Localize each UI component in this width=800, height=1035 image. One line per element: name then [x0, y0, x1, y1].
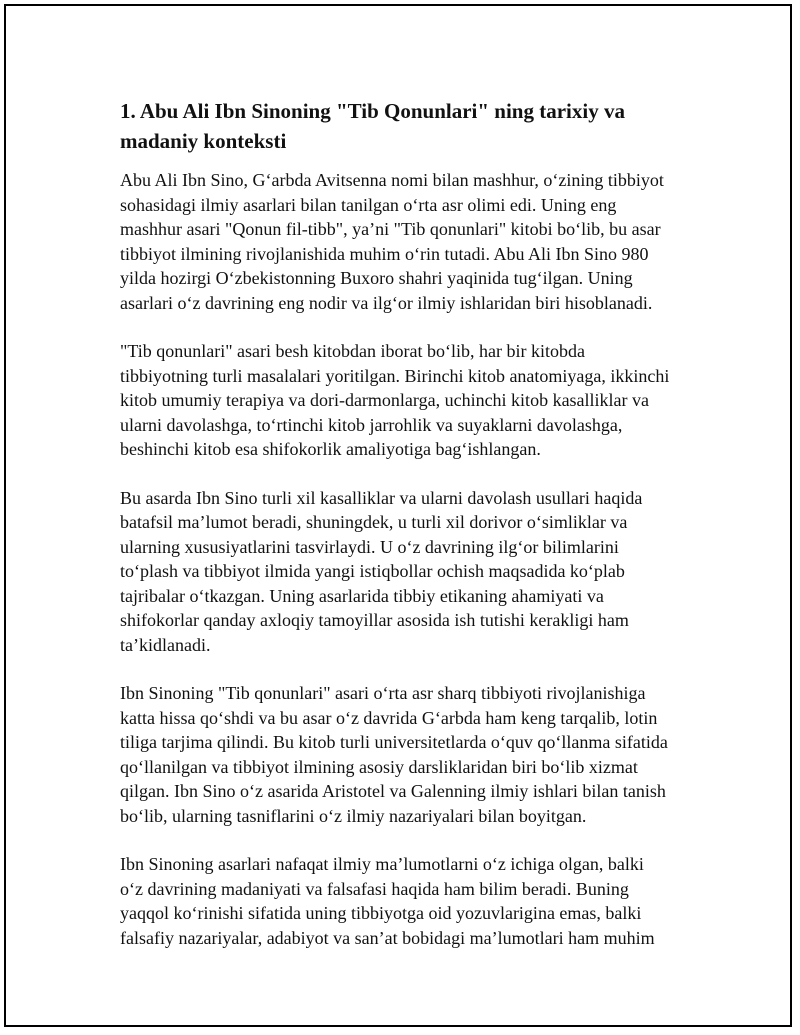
paragraph-5: Ibn Sinoning asarlari nafaqat ilmiy ma’lumotlarni o‘z ichiga olgan, balki o‘z davrining madaniyati va falsafasi haqida ham bilim beradi. Buning yaqqol ko‘rinishi sifatida uning tibbiyotga oid yozuvlarigina emas, balki falsafiy nazariyalar, adabiyot va san’at bobidagi ma’lumotlari ham muhim	[120, 854, 655, 948]
document-body	[120, 96, 700, 974]
paragraph-1: Abu Ali Ibn Sino, G‘arbda Avitsenna nomi bilan mashhur, o‘zining tibbiyot sohasidagi ilmiy asarlari bilan tanilgan o‘rta asr olimi edi. Uning eng mashhur asari "Qonun fil-tibb", ya’ni "Tib qonunlari" kitobi bo‘lib, bu asar tibbiyot ilmining rivojlanishida muhim o‘rin tutadi. Abu Ali Ibn Sino 980 yilda hozirgi O‘zbekistonning Buxoro shahri yaqinida tug‘ilgan. Uning asarlari o‘z davrining eng nodir va ilg‘or ilmiy ishlaridan biri hisoblanadi.	[120, 170, 664, 313]
section-heading: 1. Abu Ali Ibn Sinoning "Tib Qonunlari" ning tarixiy va madaniy konteksti	[120, 99, 625, 153]
page-frame	[4, 4, 792, 1027]
paragraph-4: Ibn Sinoning "Tib qonunlari" asari o‘rta asr sharq tibbiyoti rivojlanishiga katta hissa qo‘shdi va bu asar o‘z davrida G‘arbda ham keng tarqalib, lotin tiliga tarjima qilindi. Bu kitob turli universitetlarda o‘quv qo‘llanma sifatida qo‘llanilgan va tibbiyot ilmining asosiy darsliklaridan biri bo‘lib xizmat qilgan. Ibn Sino o‘z asarida Aristotel va Galenning ilmiy ishlari bilan tanish bo‘lib, ularning tasniflarini o‘z ilmiy nazariyalari bilan boyitgan.	[120, 683, 668, 826]
paragraph-2: "Tib qonunlari" asari besh kitobdan iborat bo‘lib, har bir kitobda tibbiyotning turli masalalari yoritilgan. Birinchi kitob anatomiyaga, ikkinchi kitob umumiy terapiya va dori-darmonlarga, uchinchi kitob kasalliklar va ularni davolashga, to‘rtinchi kitob jarrohlik va suyaklarni davolashga, beshinchi kitob esa shifokorlik amaliyotiga bag‘ishlangan.	[120, 341, 670, 459]
paragraph-3: Bu asarda Ibn Sino turli xil kasalliklar va ularni davolash usullari haqida batafsil ma’lumot beradi, shuningdek, u turli xil dorivor o‘simliklar va ularning xususiyatlarini tasvirlaydi. U o‘z davrining ilg‘or bilimlarini to‘plash va tibbiyot ilmida yangi istiqbollar ochish maqsadida ko‘plab tajribalar o‘tkazgan. Uning asarlarida tibbiy etikaning ahamiyati va shifokorlar qanday axloqiy tamoyillar asosida ish tutishi kerakligi ham ta’kidlanadi.	[120, 487, 643, 655]
